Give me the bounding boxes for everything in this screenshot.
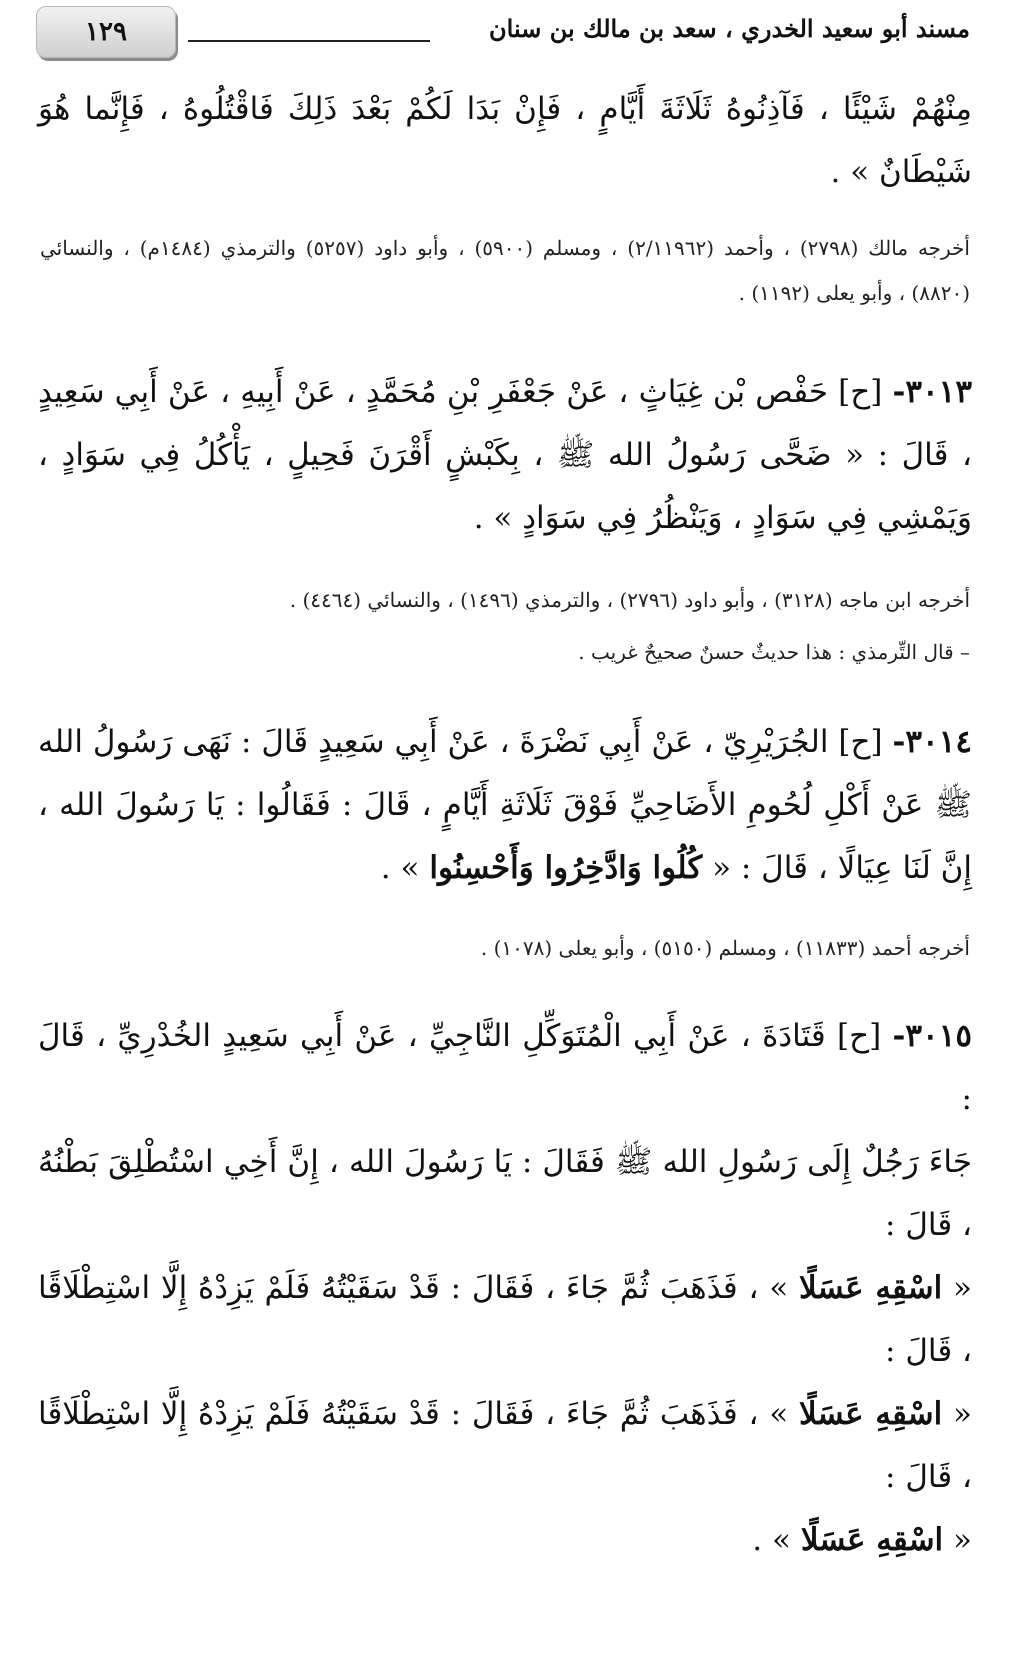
hadith-body: » ، فَذَهَبَ ثُمَّ جَاءَ ، فَقَالَ : قَدْ سَقَيْتُهُ فَلَمْ يَزِدْهُ إِلَّا اسْتِطْلَاقًا ، قَالَ :: [38, 1270, 972, 1369]
hadith-3014-takhrij: أخرجه أحمد (١١٨٣٣) ، ومسلم (٥١٥٠) ، وأبو يعلى (١٠٧٨) .: [480, 936, 970, 960]
quote-open: «: [953, 1396, 972, 1432]
running-title: مسند أبو سعيد الخدري ، سعد بن مالك بن سنان: [489, 14, 970, 43]
continuation-takhrij: أخرجه مالك (٢٧٩٨) ، وأحمد (٢/١١٩٦٢) ، ومسلم (٥٩٠٠) ، وأبو داود (٥٢٥٧) والترمذي (١٤٨٤م) ، والنسائي (٨٨٢٠) ، وأبو يعلى (١١٩٢) .: [40, 236, 970, 305]
hadith-line-3: [38, 1257, 972, 1383]
continuation-text: [38, 78, 972, 204]
hadith-body: [ح] قَتَادَةَ ، عَنْ أَبِي الْمُتَوَكِّلِ النَّاجِيِّ ، عَنْ أَبِي سَعِيدٍ الخُدْرِيِّ ، قَالَ :: [38, 1018, 972, 1117]
hadith-body: » ، فَذَهَبَ ثُمَّ جَاءَ ، فَقَالَ : قَدْ سَقَيْتُهُ فَلَمْ يَزِدْهُ إِلَّا اسْتِطْلَاقًا ، قَالَ :: [38, 1396, 972, 1495]
quote-open: «: [953, 1270, 972, 1306]
hadith-line-2: جَاءَ رَجُلٌ إِلَى رَسُولِ الله ﷺ فَقَالَ : يَا رَسُولَ الله ، إِنَّ أَخِي اسْتُطْلِقَ بَطْنُهُ ، قَالَ :: [38, 1144, 972, 1243]
page-number: ١٢٩: [85, 17, 127, 47]
prophetic-saying: اسْقِهِ عَسَلًا: [799, 1396, 943, 1432]
page-header: [36, 6, 970, 58]
hadith-3013-comment: – قال التِّرمذي : هذا حديثٌ حسنٌ صحيحٌ غريب .: [578, 640, 970, 664]
continuation-body: مِنْهُمْ شَيْئًا ، فَآذِنُوهُ ثَلَاثَةَ أَيَّامٍ ، فَإِنْ بَدَا لَكُمْ بَعْدَ ذَلِكَ فَاقْتُلُوهُ ، فَإِنَّما هُوَ شَيْطَانٌ » .: [38, 91, 972, 190]
hadith-number: ٣٠١٤-: [892, 724, 972, 760]
hadith-body: [ح] حَفْص بْن غِيَاثٍ ، عَنْ جَعْفَرِ بْنِ مُحَمَّدٍ ، عَنْ أَبِيهِ ، عَنْ أَبِي سَعِيدٍ ، قَالَ : « ضَحَّى رَسُولُ الله ﷺ ، بِكَبْشٍ أَقْرَنَ فَحِيلٍ ، يَأْكُلُ فِي سَوَادٍ ، وَيَمْشِي فِي سَوَادٍ ، وَيَنْظُرُ فِي سَوَادٍ » .: [38, 374, 972, 536]
hadith-3014: [38, 711, 972, 900]
hadith-closing: » .: [752, 1522, 791, 1558]
prophetic-saying: اسْقِهِ عَسَلًا: [799, 1270, 943, 1306]
quote-open: «: [953, 1522, 972, 1558]
page-number-badge: [36, 6, 176, 58]
header-rule: [188, 40, 430, 42]
prophetic-saying: اسْقِهِ عَسَلًا: [800, 1522, 944, 1558]
hadith-number: ٣٠١٥-: [892, 1018, 972, 1054]
hadith-3013: [38, 361, 972, 550]
hadith-line-4: [38, 1383, 972, 1509]
hadith-line-1: [38, 1005, 972, 1131]
prophetic-saying: كُلُوا وَادَّخِرُوا وَأَحْسِنُوا: [429, 850, 703, 886]
hadith-line-5: [38, 1509, 972, 1572]
hadith-3013-takhrij: أخرجه ابن ماجه (٣١٢٨) ، وأبو داود (٢٧٩٦) ، والترمذي (١٤٩٦) ، والنسائي (٤٤٦٤) .: [289, 588, 970, 612]
hadith-3015: [38, 1005, 972, 1572]
hadith-number: ٣٠١٣-: [892, 374, 972, 410]
hadith-body: [ح] الجُرَيْرِيّ ، عَنْ أَبِي نَضْرَةَ ، عَنْ أَبِي سَعِيدٍ قَالَ : نَهَى رَسُولُ الله ﷺ عَنْ أَكْلِ لُحُومِ الأَضَاحِيِّ فَوْقَ ثَلَاثَةِ أَيَّامٍ ، قَالَ : فَقَالُوا : يَا رَسُولَ الله ، إِنَّ لَنَا عِيَالًا ، قَالَ : «: [38, 724, 972, 886]
hadith-closing: » .: [380, 850, 420, 886]
